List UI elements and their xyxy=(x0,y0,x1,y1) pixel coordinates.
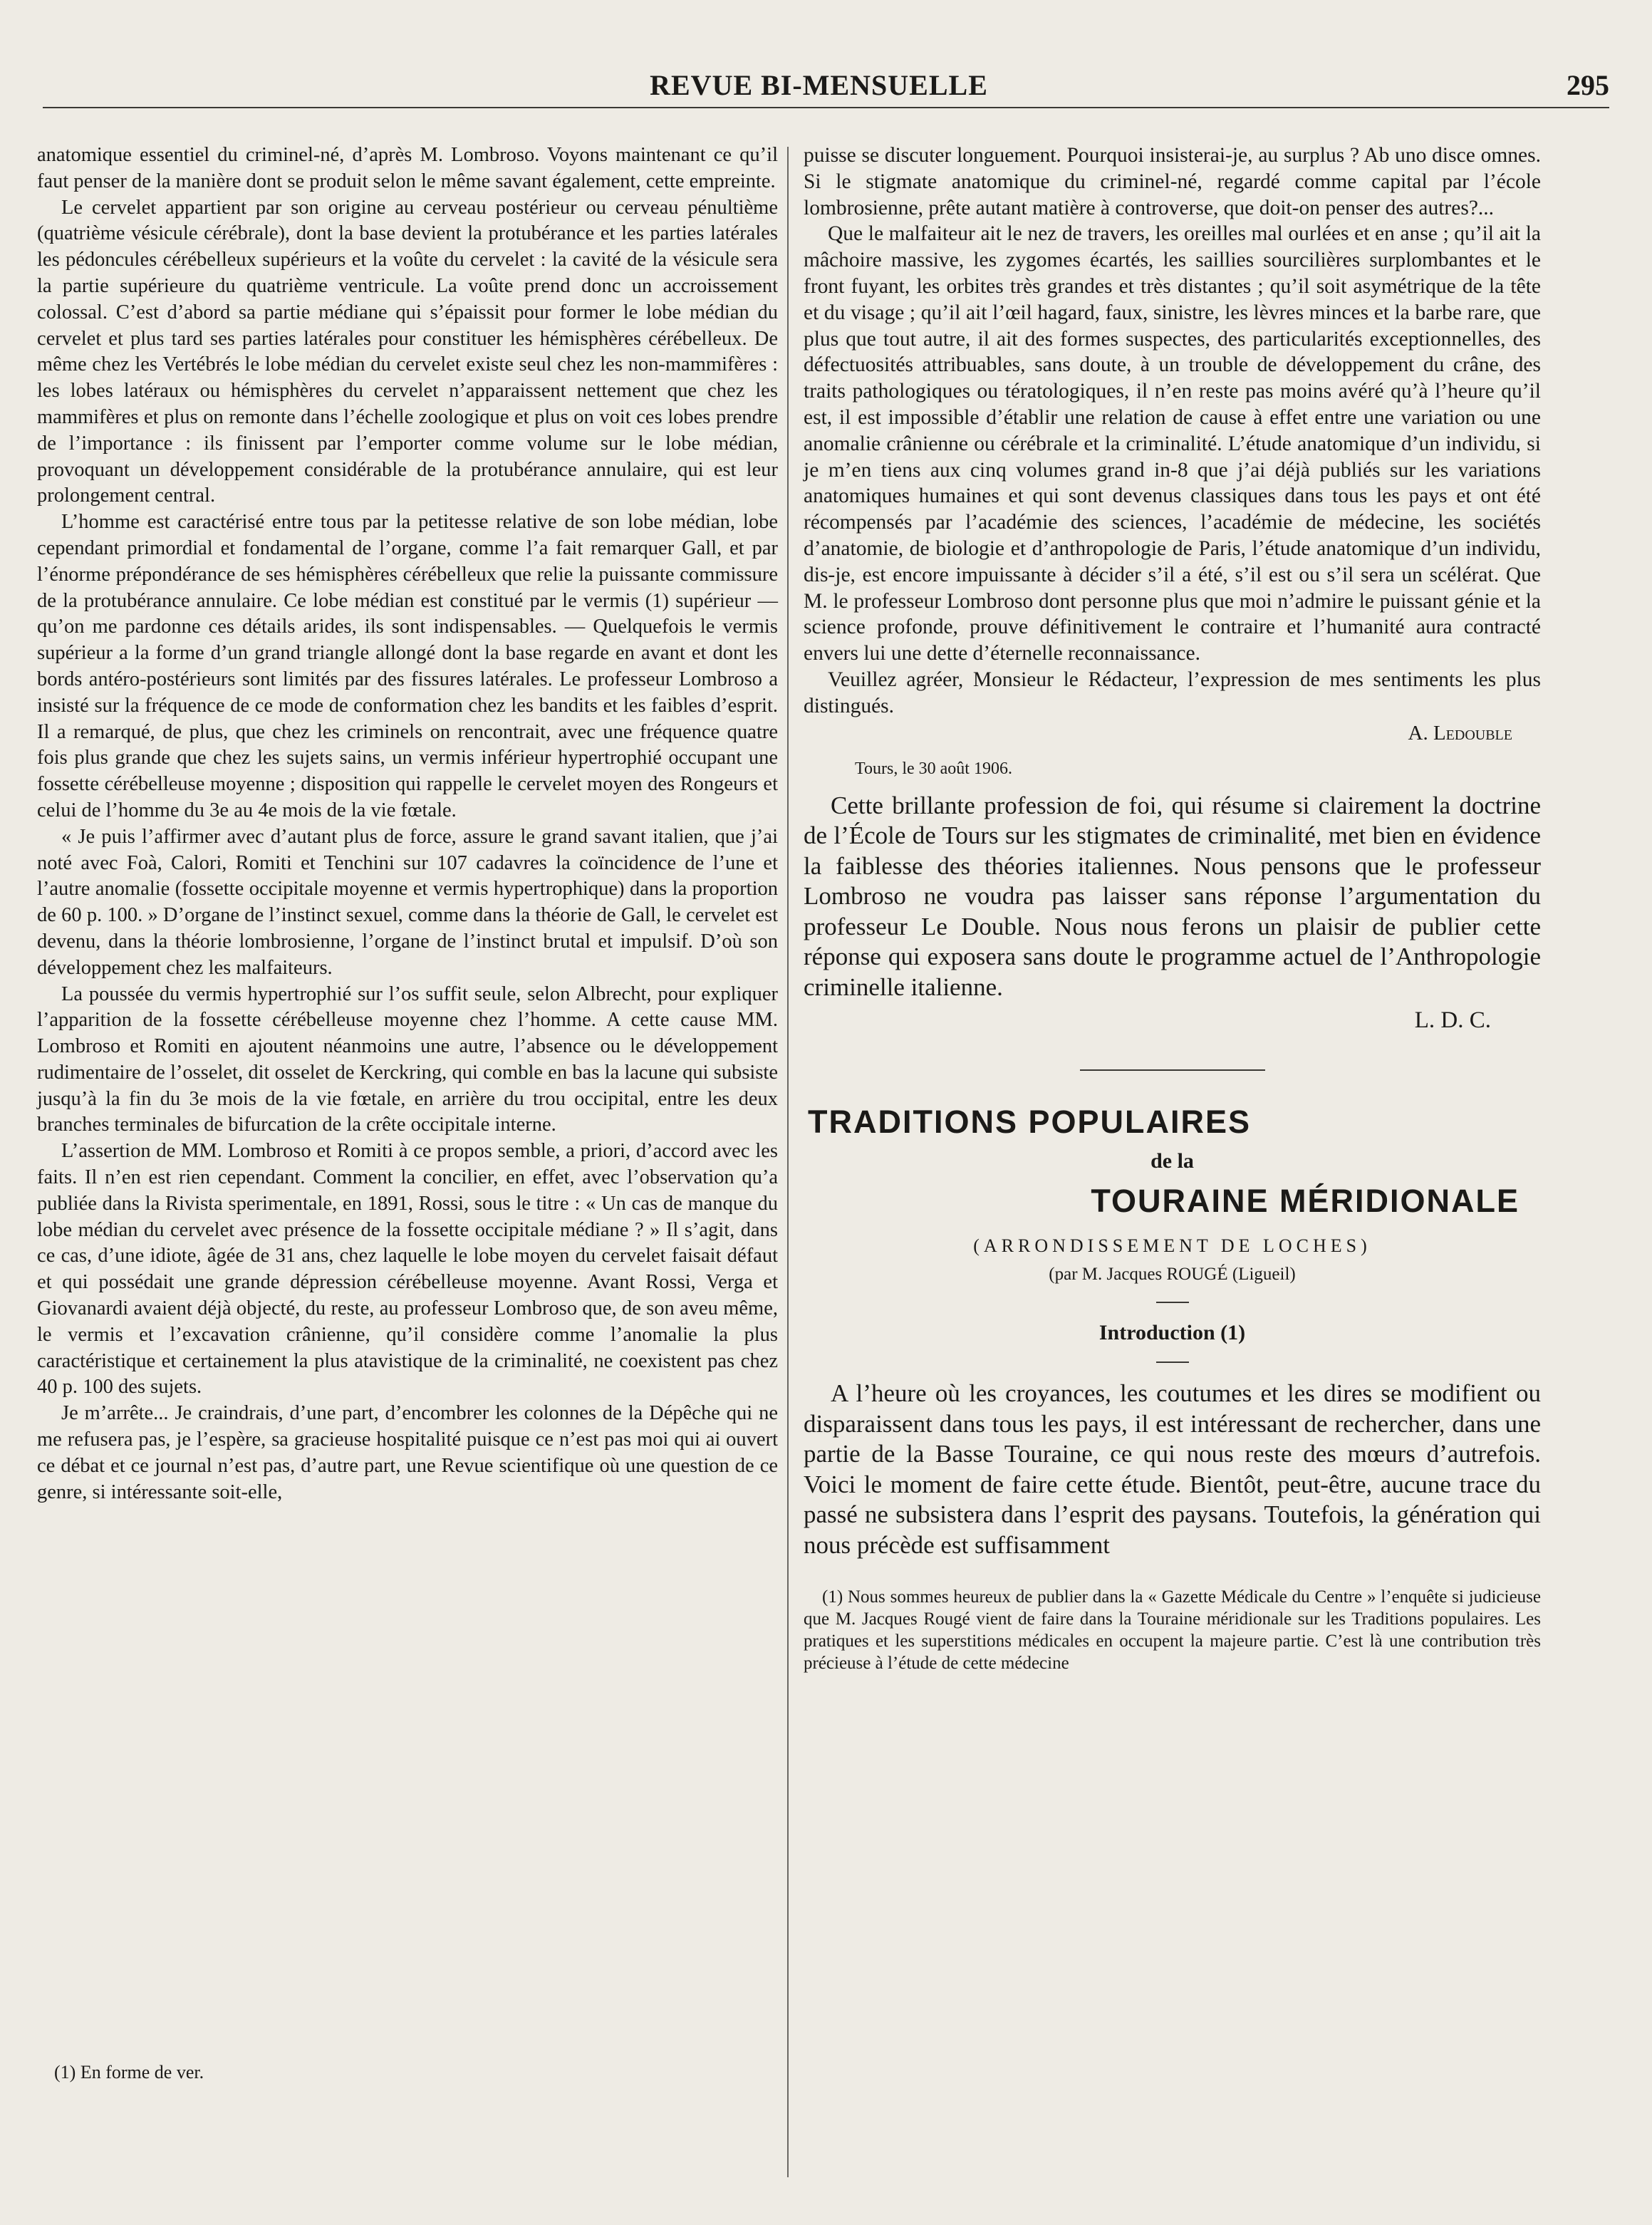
paragraph: « Je puis l’affirmer avec d’autant plus de force, assure le grand savant italien, que j’ai noté avec Foà, Calori, Romiti et Tenchini sur 107 cadavres la coïncidence de l’une et l’autre anomalie (fossette occipitale moyenne et vermis hypertrophique) dans la proportion de 60 p. 100. » D’organe de l’instinct sexuel, comme dans la théorie de Gall, le cervelet est devenu, dans la théorie lombrosienne, l’organe de l’instinct brutal et impulsif. D’où son développement chez les malfaiteurs. xyxy=(37,825,778,979)
letter-signature: A. Ledouble xyxy=(1408,721,1512,745)
paragraph: Le cervelet appartient par son origine au cerveau postérieur ou cerveau pénultième (quatrième vésicule cérébrale), dont la base devient la protubérance et les parties latérales les pédoncules cérébelleux supérieurs et la voûte du cervelet : la cavité de la vésicule sera la partie supérieure du quatrième ventricule. La voûte prend donc un accroissement colossal. C’est d’abord sa partie médiane qui s’épaissit pour former le lobe médian du cervelet et plus tard ses parties latérales pour constituer les hémisphères cérébelleux. De même chez les Vertébrés le lobe médian du cervelet existe seul chez les non-mammifères : les lobes latéraux ou hémisphères du cervelet n’apparaissent nettement que chez les mammifères et plus on remonte dans l’échelle zoologique et plus on voit ces lobes prendre de l’importance : ils finissent par l’emporter comme volume sur le lobe médian, provoquant un développement considérable de la protubérance annulaire, qui est leur prolongement central. xyxy=(37,196,778,507)
running-head xyxy=(28,68,1609,111)
article-title-line2: TOURAINE MÉRIDIONALE xyxy=(1091,1183,1519,1220)
running-title: REVUE BI-MENSUELLE xyxy=(650,69,988,101)
spacer xyxy=(804,1560,1541,1586)
paragraph: La poussée du vermis hypertrophié sur l’os suffit seule, selon Albrecht, pour expliquer l’apparition de la fossette cérébelleuse moyenne chez l’homme. A cette cause MM. Lombroso et Romiti en ajoutent néanmoins une autre, l’absence ou le développement rudimentaire de l’osselet, dit osselet de Kerckring, qui comble en bas la lacune qui subsiste jusqu’à la fin du 3e mois de la vie fœtale, en arrière du trou occipital, entre les deux branches terminales de bifurcation de la crête occipitale interne. xyxy=(37,982,778,1136)
paragraph: Que le malfaiteur ait le nez de travers, les oreilles mal ourlées et en anse ; qu’il ait la mâchoire massive, les zygomes écartés, les saillies sourcilières surplombantes et le front fuyant, les orbites très grandes et très distantes ; qu’il soit asymétrique de la tête et du visage ; qu’il ait l’œil hagard, faux, sinistre, les lèvres minces et la barbe rare, que plus que tout autre, il ait des formes suspectes, des particularités exceptionnelles, des défectuosités attribuables, sans doute, à un trouble de développement du crâne, des traits pathologiques ou tératologiques, il n’en reste pas moins avéré qu’à l’heure qu’il est, il est impossible d’établir une relation de cause à effet entre une variation ou une anomalie crânienne ou cérébrale et la criminalité. L’étude anatomique d’un individu, si je m’en tiens aux cinq volumes grand in-8 que j’ai déjà publiés sur les variations anatomiques humaines et qui sont devenus classiques dans tous les pays et ont été récompensés par l’académie des sciences, l’académie de médecine, les sociétés d’anatomie, de biologie et d’anthropologie de Paris, l’étude anatomique d’un individu, dis-je, est encore impuissante à décider s’il a été, s’il est ou s’il sera un scélérat. Que M. le professeur Lombroso dont personne plus que moi n’admire le puissant génie et la science profonde, prouve définitivement le contraire et l’humanité aura contracté envers lui une dette d’éternelle reconnaissance. xyxy=(804,222,1541,665)
paragraph: L’assertion de MM. Lombroso et Romiti à ce propos semble, a priori, d’accord avec les faits. Il n’en est rien cependant. Comment la concilier, en effet, avec l’observation qu’a publiée dans la Rivista sperimentale, en 1891, Rossi, sous le titre : « Un cas de manque du lobe médian du cervelet avec présence de la fossette occipitale médiane ? » Il s’agit, dans ce cas, d’une idiote, âgée de 31 ans, chez laquelle le lobe moyen du cervelet faisait défaut et qui possédait une grande dépression cérébelleuse moyenne. Avant Rossi, Verga et Giovanardi avaient déjà objecté, du reste, au professeur Lombroso que, de son aveu même, le vermis et l’excavation crânienne, qu’il considère comme l’anomalie la plus caractéristique et certainement la plus atavistique de la criminalité, ne coexistent pas chez 40 p. 100 des sujets. xyxy=(37,1140,778,1399)
short-rule xyxy=(1156,1302,1189,1303)
intro-paragraph: A l’heure où les croyances, les coutumes et les dires se modifient ou disparaissent dans tous les pays, il est intéressant de rechercher, dans une partie de la Basse Touraine, ce qui nous reste des mœurs d’autrefois. Voici le moment de faire cette étude. Bientôt, peut-être, aucune trace du passé ne subsistera dans l’esprit des paysans. Toutefois, la génération qui nous précède est suffisamment xyxy=(804,1379,1541,1559)
footnote-left: (1) En forme de ver. xyxy=(54,2062,204,2083)
article-subtitle: (ARRONDISSEMENT DE LOCHES) xyxy=(973,1235,1371,1257)
article-author: (par M. Jacques ROUGÉ (Ligueil) xyxy=(1049,1265,1296,1285)
section-heading: Introduction (1) xyxy=(1098,1321,1246,1345)
page-number: 295 xyxy=(1567,69,1609,101)
dateline: Tours, le 30 août 1906. xyxy=(855,759,1012,778)
short-rule xyxy=(1156,1362,1189,1363)
paragraph: Veuillez agréer, Monsieur le Rédacteur, l’expression de mes sentiments les plus distingués. xyxy=(804,668,1541,717)
header-rule xyxy=(43,107,1609,108)
section-separator xyxy=(1080,1069,1265,1071)
paragraph: L’homme est caractérisé entre tous par la petitesse relative de son lobe médian, lobe cependant primordial et fondamental de l’organe, comme l’a fait remarquer Gall, et par l’énorme prépondérance de ses hémisphères cérébelleux que relie la puissante commissure de la protubérance annulaire. Ce lobe médian est constitué par le vermis (1) supérieur — qu’on me pardonne ces détails arides, ils sont indispensables. — Quelquefois le vermis supérieur a la forme d’un grand triangle allongé dont la base regarde en avant et dont les bords antéro-postérieurs sont limités par des fissures latérales. Le professeur Lombroso a insisté sur la fréquence de ce mode de conformation chez les bandits et les faibles d’esprit. Il a remarqué, de plus, que chez les criminels on rencontrait, avec une fréquence quatre fois plus grande que chez les sujets sains, un vermis inférieur hypertrophié occupant une fossette cérébelleuse moyenne ; disposition qui rappelle le cervelet moyen des Rongeurs et celui de l’homme du 3e au 4e mois de la vie fœtale. xyxy=(37,511,778,821)
editorial-initials: L. D. C. xyxy=(1414,1007,1491,1034)
article-title-connector: de la xyxy=(1150,1149,1194,1173)
footnote-right: (1) Nous sommes heureux de publier dans la « Gazette Médicale du Centre » l’enquête si judicieuse que M. Jacques Rougé vient de faire dans la Touraine méridionale sur les Traditions populaires. Les pratiques et les superstitions médicales en occupent la majeure partie. C’est là une contribution très précieuse à l’étude de cette médecine xyxy=(804,1587,1541,1674)
paragraph: anatomique essentiel du criminel-né, d’après M. Lombroso. Voyons maintenant ce qu’il faut penser de la manière dont se produit selon le même savant également, cette empreinte. xyxy=(37,144,778,192)
paragraph: Je m’arrête... Je craindrais, d’une part, d’encombrer les colonnes de la Dépêche qui ne me refusera pas, je l’espère, sa gracieuse hospitalité puisque ce n’est pas moi qui ai ouvert ce débat et ce journal n’est pas, d’autre part, une Revue scientifique où une question de ce genre, si intéressante soit-elle, xyxy=(37,1402,778,1503)
editorial-note: Cette brillante profession de foi, qui résume si clairement la doctrine de l’École de Tours sur les stigmates de criminalité, met bien en évidence la faiblesse des théories italiennes. Nous pensons que le professeur Lombroso ne voudra pas laisser sans réponse l’argumentation du professeur Le Double. Nous nous ferons un plaisir de publier cette réponse qui exposera sans doute le programme actuel de l’Anthropologie criminelle italienne. xyxy=(804,791,1541,1001)
article-title-line1: TRADITIONS POPULAIRES xyxy=(808,1104,1252,1141)
left-column xyxy=(37,142,778,1505)
right-column xyxy=(804,142,1541,1674)
column-divider xyxy=(787,147,789,2177)
paragraph: puisse se discuter longuement. Pourquoi insisterai-je, au surplus ? Ab uno disce omnes. Si le stigmate anatomique du criminel-né, regardé comme capital par l’école lombrosienne, prête autant matière à controverse, que doit-on penser des autres?... xyxy=(804,144,1541,219)
